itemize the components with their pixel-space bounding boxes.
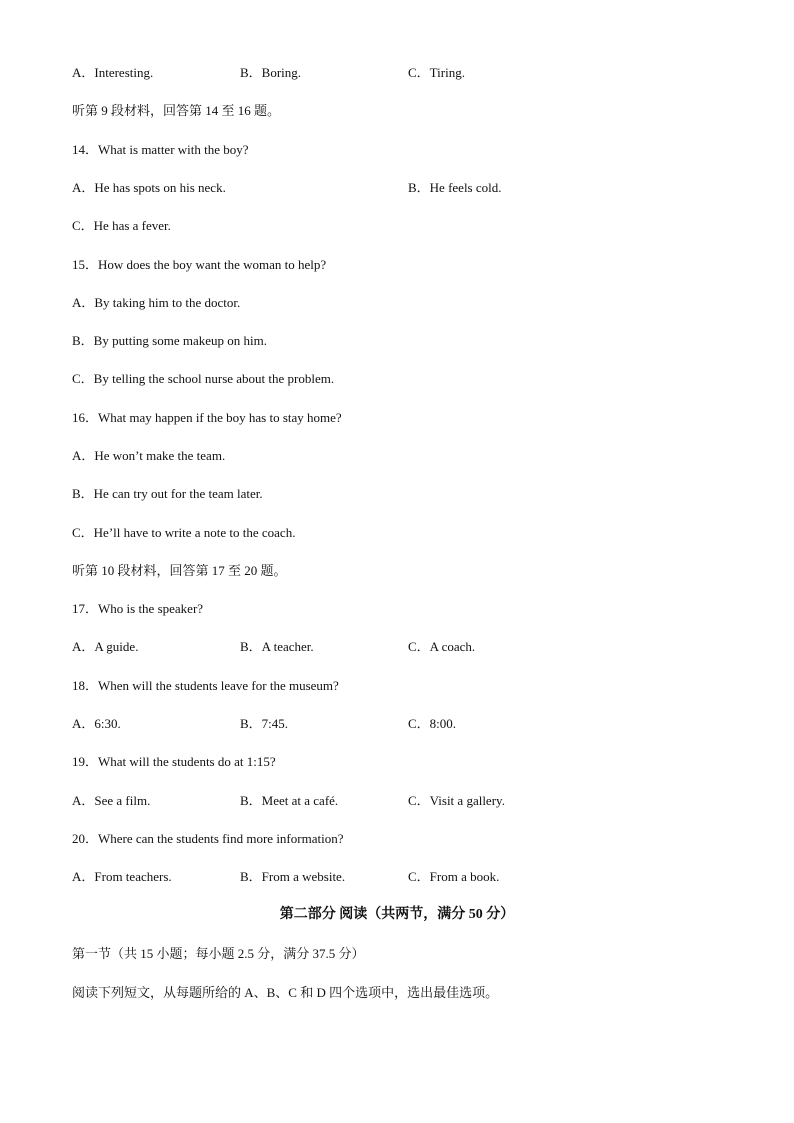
q18-option-b: B．7:45.	[240, 716, 289, 731]
q16-stem: 16．What may happen if the boy has to stay home?	[72, 410, 342, 425]
q16-option-b: B．He can try out for the team later.	[72, 486, 263, 501]
q15-stem: 15．How does the boy want the woman to help?	[72, 257, 327, 272]
q17-option-a: A．A guide.	[72, 639, 139, 654]
q16-option-c: C．He’ll have to write a note to the coach.	[72, 525, 296, 540]
q18-option-c: C．8:00.	[408, 716, 457, 731]
q20-option-c: C．From a book.	[408, 869, 500, 884]
q17-option-c: C．A coach.	[408, 639, 476, 654]
q14-option-a: A．He has spots on his neck.	[72, 180, 226, 195]
q20-option-a: A．From teachers.	[72, 869, 172, 884]
reading-instruction: 阅读下列短文，从每题所给的 A、B、C 和 D 四个选项中，选出最佳选项。	[72, 985, 499, 1000]
q14-stem: 14．What is matter with the boy?	[72, 142, 249, 157]
q15-option-b: B．By putting some makeup on him.	[72, 333, 267, 348]
section-1-heading: 第一节（共 15 小题；每小题 2.5 分，满分 37.5 分）	[72, 946, 365, 961]
q20-option-b: B．From a website.	[240, 869, 346, 884]
q13-option-a: A．Interesting.	[72, 65, 154, 80]
q18-stem: 18．When will the students leave for the museum?	[72, 678, 339, 693]
q13-option-c: C．Tiring.	[408, 65, 465, 80]
q17-stem: 17．Who is the speaker?	[72, 601, 204, 616]
q13-option-b: B．Boring.	[240, 65, 302, 80]
q20-stem: 20．Where can the students find more information?	[72, 831, 344, 846]
q17-option-b: B．A teacher.	[240, 639, 314, 654]
instruction-passage-9: 听第 9 段材料，回答第 14 至 16 题。	[72, 103, 281, 118]
q18-option-a: A．6:30.	[72, 716, 121, 731]
q14-option-b: B．He feels cold.	[408, 180, 502, 195]
q14-option-c: C．He has a fever.	[72, 218, 171, 233]
part-2-heading: 第二部分 阅读（共两节，满分 50 分）	[279, 907, 515, 922]
instruction-passage-10: 听第 10 段材料，回答第 17 至 20 题。	[72, 563, 287, 578]
q16-option-a: A．He won’t make the team.	[72, 448, 226, 463]
q19-option-c: C．Visit a gallery.	[408, 793, 505, 808]
q19-stem: 19．What will the students do at 1:15?	[72, 754, 276, 769]
q15-option-c: C．By telling the school nurse about the problem.	[72, 371, 335, 386]
q19-option-b: B．Meet at a café.	[240, 793, 339, 808]
q19-option-a: A．See a film.	[72, 793, 151, 808]
q15-option-a: A．By taking him to the doctor.	[72, 295, 241, 310]
